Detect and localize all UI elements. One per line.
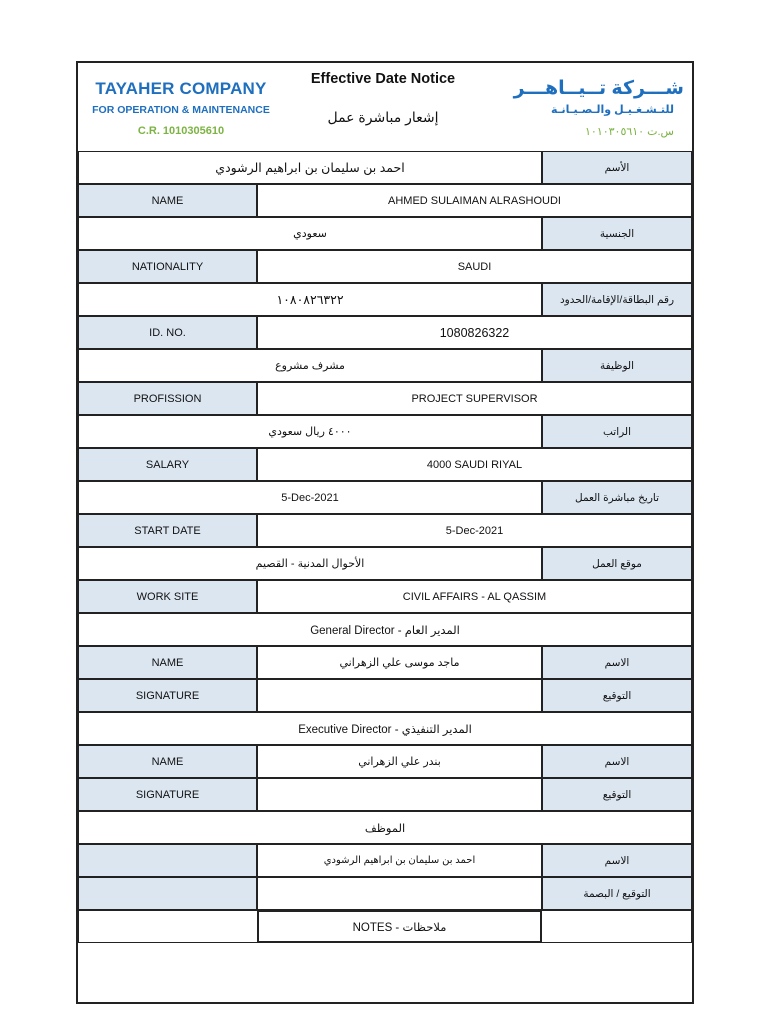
ed-name-label-en: NAME xyxy=(78,745,257,778)
job-en-value: PROJECT SUPERVISOR xyxy=(257,382,692,415)
row-general-director-heading xyxy=(78,613,692,646)
employee-heading: الموظف xyxy=(78,811,692,844)
row-name-en xyxy=(78,184,692,217)
title-ar: إشعار مباشرة عمل xyxy=(327,109,439,125)
start-en-value: 5-Dec-2021 xyxy=(257,514,692,547)
employee-signature-box xyxy=(257,877,542,910)
notes-right-blank xyxy=(541,910,692,943)
nationality-en-value: SAUDI xyxy=(257,250,692,283)
job-ar-label: الوظيفة xyxy=(542,349,692,382)
row-start-en xyxy=(78,514,692,547)
gd-name-label-en: NAME xyxy=(78,646,257,679)
row-job-en xyxy=(78,382,692,415)
form-header xyxy=(78,63,692,151)
row-id-en xyxy=(78,316,692,349)
row-nationality-en xyxy=(78,250,692,283)
salary-en-label: SALARY xyxy=(78,448,257,481)
notes-left-blank xyxy=(78,910,258,943)
salary-en-value: 4000 SAUDI RIYAL xyxy=(257,448,692,481)
company-logo-ar xyxy=(504,77,684,138)
job-en-label: PROFISSION xyxy=(78,382,257,415)
row-notes xyxy=(78,910,692,943)
ed-signature-label-en: SIGNATURE xyxy=(78,778,257,811)
nationality-en-label: NATIONALITY xyxy=(78,250,257,283)
name-en-label: NAME xyxy=(78,184,257,217)
employee-name-label-ar: الاسم xyxy=(542,844,692,877)
ed-name-value: بندر علي الزهراني xyxy=(257,745,542,778)
start-ar-label: تاريخ مباشرة العمل xyxy=(542,481,692,514)
company-sub-en: FOR OPERATION & MAINTENANCE xyxy=(92,104,270,116)
row-employee-heading xyxy=(78,811,692,844)
gd-name-value: ماجد موسى علي الزهراني xyxy=(257,646,542,679)
effective-date-form xyxy=(76,61,694,1004)
row-site-ar xyxy=(78,547,692,580)
row-employee-signature xyxy=(78,877,692,910)
name-en-value: AHMED SULAIMAN ALRASHOUDI xyxy=(257,184,692,217)
gd-signature-label-en: SIGNATURE xyxy=(78,679,257,712)
id-en-label: ID. NO. xyxy=(78,316,257,349)
company-sub-ar: للتـشـغـيـل والـصـيـانـة xyxy=(551,104,674,116)
employee-name-label-en-empty xyxy=(78,844,257,877)
salary-ar-value: ٤٠٠٠ ريال سعودي xyxy=(78,415,542,448)
row-name-ar xyxy=(78,151,692,184)
company-logo-en xyxy=(86,79,276,137)
nationality-ar-label: الجنسية xyxy=(542,217,692,250)
id-en-value: 1080826322 xyxy=(257,316,692,349)
name-ar-value: احمد بن سليمان بن ابراهيم الرشودي xyxy=(78,151,542,184)
start-ar-value: 5-Dec-2021 xyxy=(78,481,542,514)
row-site-en xyxy=(78,580,692,613)
notes-area xyxy=(78,942,692,1002)
company-cr-en: C.R. 1010305610 xyxy=(137,125,225,137)
row-salary-ar xyxy=(78,415,692,448)
site-ar-value: الأحوال المدنية - القصيم xyxy=(78,547,542,580)
row-executive-director-name xyxy=(78,745,692,778)
gd-signature-box xyxy=(257,679,542,712)
id-ar-label: رقم البطاقة/الإقامة/الحدود xyxy=(542,283,692,316)
title-en: Effective Date Notice xyxy=(310,71,456,87)
row-general-director-name xyxy=(78,646,692,679)
nationality-ar-value: سعودي xyxy=(78,217,542,250)
row-job-ar xyxy=(78,349,692,382)
document-title xyxy=(293,71,473,126)
row-salary-en xyxy=(78,448,692,481)
id-ar-value: ١٠٨٠٨٢٦٣٢٢ xyxy=(78,283,542,316)
general-director-heading: General Director - المدير العام xyxy=(78,613,692,646)
company-cr-ar: س.ت ١٠١٠٣٠٥٦١٠ xyxy=(585,126,674,138)
company-name-en: TAYAHER COMPANY xyxy=(95,79,267,98)
ed-signature-label-ar: التوقيع xyxy=(542,778,692,811)
row-executive-director-signature xyxy=(78,778,692,811)
job-ar-value: مشرف مشروع xyxy=(78,349,542,382)
salary-ar-label: الراتب xyxy=(542,415,692,448)
executive-director-heading: Executive Director - المدير التنفيذي xyxy=(78,712,692,745)
row-employee-name xyxy=(78,844,692,877)
company-name-ar: شـــركة تــيــاهـــر xyxy=(513,78,684,99)
row-start-ar xyxy=(78,481,692,514)
employee-name-value: احمد بن سليمان بن ابراهيم الرشودي xyxy=(257,844,542,877)
site-en-value: CIVIL AFFAIRS - AL QASSIM xyxy=(257,580,692,613)
site-en-label: WORK SITE xyxy=(78,580,257,613)
employee-signature-label-en-empty xyxy=(78,877,257,910)
gd-signature-label-ar: التوقيع xyxy=(542,679,692,712)
name-ar-label: الأسم xyxy=(542,151,692,184)
ed-signature-box xyxy=(257,778,542,811)
ed-name-label-ar: الاسم xyxy=(542,745,692,778)
employee-signature-label-ar: التوقيع / البصمة xyxy=(542,877,692,910)
row-general-director-signature xyxy=(78,679,692,712)
row-nationality-ar xyxy=(78,217,692,250)
notes-label: NOTES - ملاحظات xyxy=(257,910,542,943)
site-ar-label: موقع العمل xyxy=(542,547,692,580)
row-executive-director-heading xyxy=(78,712,692,745)
start-en-label: START DATE xyxy=(78,514,257,547)
gd-name-label-ar: الاسم xyxy=(542,646,692,679)
row-id-ar xyxy=(78,283,692,316)
